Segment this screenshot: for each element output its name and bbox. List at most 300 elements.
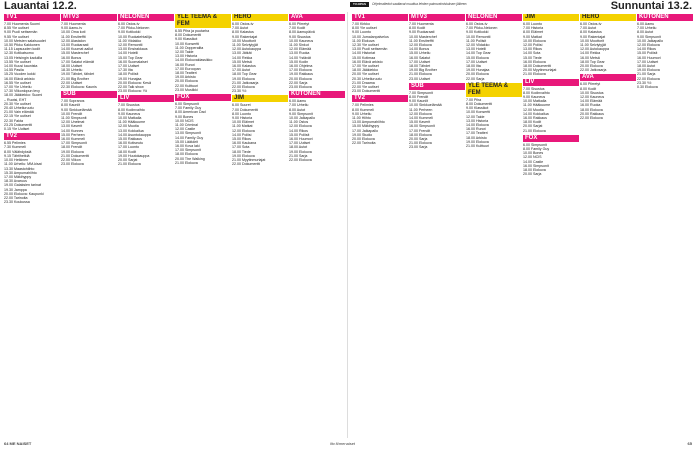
program-listing: 18.00 Frendit <box>61 145 83 150</box>
program-listing: 17.00 Uutiset <box>289 141 311 146</box>
program-listing: 14.00 Rikos <box>637 47 656 52</box>
program-listing: 21.00 Vain elämää <box>4 110 34 115</box>
program-listing: 20.00 Elokuva: Kesä <box>118 80 151 85</box>
program-listing: 20.00 Sarjat <box>118 158 138 163</box>
program-listing: 23.00 Sarja <box>409 145 428 150</box>
program-listing: 18.00 Kodit <box>523 120 542 125</box>
program-listing: 16.00 Simpsonit <box>523 163 549 168</box>
program-listing: 17.00 Yle uutiset <box>352 64 379 69</box>
program-listing: 7.00 Huomenta <box>61 22 86 26</box>
program-listing: 21.00 Kulttuuri <box>466 144 490 149</box>
program-listing: 16.00 Metsä <box>580 55 600 60</box>
channel-block <box>289 91 345 162</box>
program-listing: 22.00 Viikon <box>61 158 81 163</box>
program-listing: 17.00 Simpsonit <box>175 148 201 153</box>
program-listing: 9.55 Yle uutiset <box>4 34 29 39</box>
channel-column <box>175 14 231 438</box>
channel-block <box>580 14 636 72</box>
program-listing: 19.00 Rakkaus <box>289 72 313 77</box>
program-listing: 13.00 Hotelli <box>466 47 486 52</box>
program-listing: 15.00 Rikos <box>232 137 251 142</box>
program-listing: 8.00 Frendit <box>409 95 429 100</box>
channel-block <box>523 79 579 133</box>
channel-header: KUTONEN <box>289 91 345 98</box>
program-listing: 8.00 Dokumentti <box>466 102 493 107</box>
program-listing: 10.00 Ruokatehtailija <box>118 34 152 39</box>
section-tag: TV-OPAS <box>350 2 369 7</box>
program-listing: 8.00 Aamupäivä <box>289 30 315 35</box>
program-listing: 10.50 Pikku Kakkonen <box>4 43 40 48</box>
program-listing: 20.00 Elokuva <box>466 72 489 77</box>
program-listing: 20.30 Urheiluruutu <box>352 76 382 81</box>
program-listing: 8.00 Yle uutiset <box>352 26 377 31</box>
program-listing: 12.00 Taide <box>175 50 194 55</box>
program-listing: 8.00 Luonto <box>232 111 251 116</box>
program-listing: 13.00 Rikos <box>523 47 542 52</box>
program-listing: 9.00 Klassikot <box>175 37 198 42</box>
channel-header: KUTONEN <box>637 14 693 21</box>
program-listing: 15.00 Top Gear <box>118 55 143 60</box>
program-listing: 10.00 Moottorit <box>232 38 256 43</box>
program-listing: 9.00 Puoli seitsemän <box>4 30 38 35</box>
program-listing: 10.00 Moottorit <box>580 38 604 43</box>
program-listing: 0.15 Yle Uutiset <box>4 127 30 132</box>
channel-header: YLE TEEMA & FEM <box>466 83 522 97</box>
program-listing: 9.00 Rakentajat <box>580 34 606 39</box>
program-listing: 18.00 Top Gear <box>580 59 605 64</box>
program-listing: 20.00 Sarja <box>523 172 542 177</box>
program-listing: 23.00 Musiikki <box>175 87 198 92</box>
program-listing: 8.00 Eläimet <box>523 30 543 35</box>
program-listing: 9.15 Tähtihetkiä <box>4 153 30 158</box>
program-listing: 14.00 Elokuvaklassikko <box>175 58 213 63</box>
program-listing: 10.00 Masterchef <box>409 34 437 39</box>
program-listing: 14.00 Rekka <box>232 55 253 60</box>
program-listing: 11.00 Ensitreffit <box>61 34 86 39</box>
program-listing: 21.00 Elokuva <box>118 162 141 167</box>
program-listing: 9.00 Aamu-tv <box>61 26 83 31</box>
program-listing: 14.00 Kuumat aallot <box>61 47 93 52</box>
program-listing: 6.00 Ostos-tv <box>466 22 488 26</box>
program-listing: 14.00 Kuusi kaunista <box>4 64 38 69</box>
program-listing: 20.00 Rakkaus <box>580 111 604 116</box>
program-listing: 15.00 Tiede <box>523 55 542 60</box>
program-listing: 17.00 Autot <box>232 68 251 73</box>
program-listing: 22.00 Elokuva <box>580 116 603 121</box>
program-listing: 21.00 Draama <box>352 80 375 85</box>
program-listing: 12.30 Kotikatsomo <box>4 51 34 56</box>
program-listing: 17.00 Elokuva <box>289 68 312 73</box>
channel-block <box>4 14 60 131</box>
program-listing: 12.00 Poliisi <box>523 43 543 48</box>
program-listing: 22.00 Yle uutiset <box>352 85 379 90</box>
program-listing: 22.15 Yle uutiset <box>4 114 31 119</box>
program-listing: 13.00 Simpsonit <box>175 131 201 136</box>
program-listing: 12.00 Autokauppa <box>232 47 261 52</box>
program-listing: 19.00 Studio <box>352 132 373 137</box>
program-listing: 10.00 Hetkinen <box>4 158 29 163</box>
program-listing: 14.00 Kokkailua <box>523 111 549 116</box>
program-listing: 12.00 Elokuva <box>289 124 312 129</box>
program-listing: 12.00 Alastalon <box>61 38 86 43</box>
program-listing: 8.00 Kummeli <box>352 107 374 112</box>
program-listing: 6.00 Ostos-tv <box>232 22 254 26</box>
program-listing: 10.00 Remontti <box>466 34 491 39</box>
program-listing: 13.00 Historia <box>466 118 489 123</box>
program-listing: 8.00 Kodinvaihto <box>523 90 550 95</box>
program-listing: 11.00 Ostos <box>289 120 309 125</box>
program-listing: 10.00 NCIS <box>175 118 194 123</box>
program-listing: 10.00 Jalkapallo <box>289 116 315 121</box>
program-listing: 11.00 Viidakko <box>118 38 142 43</box>
program-listing: 9.00 Sinkkuelämää <box>61 107 92 112</box>
program-listing: 18.00 Autot <box>289 145 308 150</box>
channel-block <box>580 74 636 120</box>
program-listing: 9.00 Kotikokki <box>118 30 141 35</box>
page-footer <box>0 439 696 450</box>
page-gutter <box>347 12 348 438</box>
program-listing: 14.00 Ystävät <box>289 55 311 60</box>
program-listing: 13.00 Kokkailua <box>118 128 144 133</box>
channel-block <box>175 14 231 92</box>
program-listing: 16.00 Kova laki <box>175 144 200 149</box>
program-listing: 12.00 Elokuva <box>409 43 432 48</box>
program-listing: 10.00 Bones <box>523 151 544 156</box>
program-listing: 14.00 Castle <box>523 159 544 164</box>
program-listing: 14.00 Bonus <box>409 47 430 52</box>
channel-header: FOX <box>175 94 231 101</box>
program-listing: 13.30 Maastohiihto <box>4 166 35 171</box>
program-listing: 19.00 Elokuva <box>289 149 312 154</box>
program-listing: 11.00 Hääkuume <box>118 120 146 125</box>
program-listing: 16.00 Runot <box>466 127 486 132</box>
program-listing: 14.00 Kummeli <box>409 116 433 121</box>
program-listing: 20.00 Elokuva <box>175 79 198 84</box>
program-listing: – Ruotsi, EHT <box>4 97 27 102</box>
program-listing: 16.00 Elävä arkisto <box>352 59 383 64</box>
channel-block <box>61 14 117 89</box>
program-listing: 6.00 Aamu <box>637 22 655 26</box>
program-listing: 7.00 Pikku-Nelonen <box>466 26 498 31</box>
program-listing: 7.30 Kummeli <box>4 145 26 150</box>
program-listing: 0.30 Elokuva <box>637 85 658 90</box>
program-listing: 10.00 Sinkkuelämää <box>409 103 442 108</box>
program-listing: 15.00 Elokuva <box>466 55 489 60</box>
program-listing: 15.00 Perheen <box>61 132 85 137</box>
program-listing: 18.30 Avaruus <box>4 179 27 184</box>
program-listing: 10.00 Elokuva <box>523 38 546 43</box>
program-listing: 18.00 Teatteri <box>175 71 197 76</box>
program-listing: 16.00 Kummeli <box>61 137 85 142</box>
program-listing: 16.55 Yle uutiset <box>4 80 31 85</box>
program-listing: 11.00 Hääkuume <box>523 103 551 108</box>
program-listing: 17.00 Uutiset <box>466 59 488 64</box>
footer-url: iltv.fi/menaiset <box>330 441 356 446</box>
program-listing: 21.00 Elokuva <box>409 141 432 146</box>
program-listing: 7.00 Huomenta <box>409 22 434 26</box>
program-listing: 16.00 Runot <box>175 62 195 67</box>
program-listing: 20.00 The Walking <box>175 156 205 161</box>
program-listing: 9.00 Rakentajat <box>232 34 258 39</box>
program-listing: 16.00 Rakkaus <box>523 116 547 121</box>
program-listing: 18.00 Kodit <box>118 149 137 154</box>
program-listing: 12.00 Kauneus <box>580 95 605 100</box>
channel-column <box>232 14 288 438</box>
program-listing: 17.00 Teatteri <box>466 131 488 136</box>
program-listing: 7.00 Pikku-Nelonen <box>118 26 150 31</box>
channel-block <box>175 94 231 165</box>
program-listing: 9.00 Ruokaraati <box>409 30 435 35</box>
program-listing: 12.00 NCIS <box>523 155 542 160</box>
program-listing: 16.00 Salatut <box>409 55 431 60</box>
program-listing: 8.00 Kodit <box>580 86 597 91</box>
program-listing: 20.00 Elokuva <box>580 64 603 69</box>
program-listing: 11.00 Criminal <box>175 123 198 128</box>
program-listing: 15.00 Mäkihyppy <box>352 124 380 129</box>
program-listing: 7.00 Family Guy <box>175 106 202 111</box>
channel-block <box>409 14 465 81</box>
program-listing: 14.00 Historiat <box>352 51 376 56</box>
program-listing: 18.00 Elokuva <box>523 168 546 173</box>
program-listing: 22.00 Sarja <box>466 76 485 81</box>
program-listing: 15.00 Poliisit <box>637 51 658 56</box>
program-listing: 9.00 Kauniit <box>409 99 428 104</box>
channel-header: TV2 <box>4 133 60 140</box>
channel-block <box>352 95 408 145</box>
program-listing: 18.00 Elokuva <box>175 152 198 157</box>
program-listing: 7.00 Simpsonit <box>409 90 433 95</box>
program-listing: 13.00 Ensirakkaus <box>118 47 148 52</box>
program-listing: 22.00 Elokuva <box>232 85 255 90</box>
program-listing: 6.55 Pelimies <box>4 141 26 146</box>
program-listing: 22.00 Jatkosarja <box>580 68 607 73</box>
program-listing: 11.00 Selviytyjät <box>580 43 606 48</box>
program-listing: 9.00 Sisustus <box>289 34 311 39</box>
program-listing: 16.00 Huumori <box>637 55 661 60</box>
program-listing: 18.00 Dokumentti <box>523 64 552 69</box>
program-listing: 15.00 Kotimaa <box>352 55 376 60</box>
program-listing: 8.00 Kauniit <box>61 103 80 108</box>
program-listing: 22.00 Tarinoita <box>352 141 376 146</box>
program-listing: 14.00 Asuntokauppa <box>118 132 151 137</box>
channel-block <box>409 83 465 150</box>
channel-header: YLE TEEMA & FEM <box>175 14 231 28</box>
program-listing: 10.00 Matkalla <box>118 116 142 121</box>
program-listing: 8.00 Kodinvaihto <box>118 107 145 112</box>
program-listing: 11.00 Elokuva <box>352 38 375 43</box>
program-listing: 7.00 Sisustus <box>523 86 545 91</box>
channel-column <box>4 14 60 438</box>
program-listing: 21.00 Elokuva <box>175 160 198 165</box>
channel-column <box>289 14 345 438</box>
channel-column <box>466 14 522 438</box>
program-listing: 15.00 Rakkaus <box>118 137 142 142</box>
program-listing: 19.00 Hunajaa <box>118 76 142 81</box>
program-listing: 23.00 Dokumentti <box>352 89 381 94</box>
program-listing: 9.00 Klassikot <box>466 106 489 111</box>
program-listing: 19.00 Elokuva <box>637 68 660 73</box>
program-listing: 8.00 Family Guy <box>523 147 550 152</box>
program-listing: 20.40 Urheiluruutu <box>4 106 34 111</box>
program-listing: 19.00 Hunajaa <box>466 68 490 73</box>
program-listing: 23.30 Yö <box>232 89 247 94</box>
program-listing: 15.00 Lääkärit <box>175 139 198 144</box>
program-listing: 21.00 Sarja <box>637 72 656 77</box>
program-listing: 19.00 Elokuva <box>61 149 84 154</box>
program-listing: 22.00 Uutiset <box>61 80 83 85</box>
program-listing: 17.00 Uutiset <box>118 64 140 69</box>
program-listing: 7.00 Huomenta Suomi <box>4 22 40 26</box>
channel-header: NELONEN <box>466 14 522 21</box>
program-listing: 10.00 Jalkapallo <box>637 38 663 43</box>
program-listing: 10.00 Oma koti <box>61 30 86 35</box>
program-listing: 9.00 Kauneus <box>523 95 546 100</box>
program-listing: 16.00 Kaukana <box>232 141 257 146</box>
channel-column <box>61 14 117 438</box>
program-listing: 19.30 Jamppa <box>4 187 27 192</box>
program-listing: 14.00 Family Guy <box>175 135 204 140</box>
program-listing: 11.00 Oopperailta <box>175 45 204 50</box>
channel-header: TV1 <box>4 14 60 21</box>
program-listing: 12.00 Taide <box>466 114 485 119</box>
channel-header: HERO <box>580 14 636 21</box>
program-listing: 10.00 Metsien salaisuudet <box>4 38 46 43</box>
program-listing: 19.00 Big Brother <box>409 68 437 73</box>
program-listing: 13.00 Jätkät <box>232 51 252 56</box>
program-listing: 7.00 Autot <box>232 26 249 31</box>
program-listing: 19.00 Arkisto <box>175 75 196 80</box>
program-listing: 13.00 Kaverit <box>61 124 83 129</box>
channel-header: MTV3 <box>61 14 117 21</box>
program-listing: 12.00 Castle <box>175 127 196 132</box>
program-listing: 8.55 Yle uutiset <box>4 26 29 31</box>
program-listing: 17.00 Uutiset <box>637 59 659 64</box>
program-listing: 12.00 Elokuva <box>409 111 432 116</box>
channel-header: TV2 <box>352 95 408 102</box>
program-listing: 10.00 Jumalanpalvelus <box>352 34 389 39</box>
program-listing: 12.00 Elokuva <box>637 43 660 48</box>
program-listing: 19.00 Elokuva <box>232 153 255 158</box>
right-page-number: 65 <box>687 441 692 446</box>
program-listing: 18.00 Jääkiekko <box>352 68 378 73</box>
program-listing: 10.00 Frendit <box>61 111 83 116</box>
program-listing: 18.00 Tähdet <box>409 64 431 69</box>
program-listing: 23.00 Elokuva <box>289 85 312 90</box>
program-listing: 6.00 Ostos-tv <box>580 22 602 26</box>
program-listing: 18.00 Elokuva <box>409 132 432 137</box>
program-listing: 20.00 Myytinmurtajat <box>523 68 557 73</box>
program-listing: 11.00 Selviytyjät <box>232 43 258 48</box>
program-listing: 20.30 Yle uutiset <box>4 101 31 106</box>
program-listing: 7.00 Piha <box>466 97 482 102</box>
program-listing: 16.00 Elokuva <box>523 59 546 64</box>
program-listing: 11.00 Poliisit <box>466 38 487 43</box>
program-listing: 12.00 Elokuva <box>232 128 255 133</box>
program-listing: 21.00 Big Brother <box>61 76 89 81</box>
program-listing: 7.00 Sisustus <box>118 103 140 108</box>
channel-header: JIM <box>232 95 288 102</box>
program-listing: 17.00 Yle Urheilu <box>4 85 32 90</box>
program-listing: 11.00 Matkat <box>232 124 253 129</box>
program-listing: 9.00 Kauneus <box>118 111 141 116</box>
program-listing: 13.00 Ampumahiihto <box>352 120 385 125</box>
program-listing: 8.00 Kalastus <box>580 30 602 35</box>
program-listing: 16.00 Simpsonit <box>409 124 435 129</box>
program-listing: 19.00 Galaksien tarinat <box>4 183 41 188</box>
channel-header: AVA <box>580 74 636 81</box>
program-listing: 12.00 Muotia <box>118 124 139 129</box>
program-listing: 14.00 Elämää <box>580 99 603 104</box>
program-listing: 17.30 Ilta <box>118 68 133 73</box>
program-listing: 7.00 Kodit <box>289 26 306 31</box>
program-listing: 13.55 Yle uutiset <box>4 59 31 64</box>
program-listing: 17.00 Euroopan <box>175 66 201 71</box>
program-listing: 16.00 Huumori <box>289 137 313 142</box>
program-listing: 23.00 Elokuva <box>61 162 84 167</box>
program-listing: 16.00 Elävä arkisto <box>4 76 35 81</box>
channel-block <box>232 95 288 166</box>
program-listing: 6.00 Ostos-tv <box>118 22 140 26</box>
program-listing: 6.00 Simpsonit <box>175 102 199 107</box>
program-listing: 23.30 Koukussa <box>4 200 30 205</box>
program-listing: 23.00 Uutiset <box>409 76 431 81</box>
program-listing: 15.00 Kaverit <box>409 120 431 125</box>
program-listing: 19.00 Tähdet, tähdet <box>61 72 95 77</box>
program-listing: 16.00 Suomalaiset <box>118 59 148 64</box>
channel-block <box>466 14 522 81</box>
channel-column <box>409 14 465 438</box>
program-listing: 21.00 Elokuva <box>409 72 432 77</box>
channel-block <box>61 91 117 166</box>
program-listing: 17.00 Salatut elämät <box>61 59 94 64</box>
program-listing: 23.25 Dokumentti <box>4 122 33 127</box>
program-listing: 19.00 Huutokauppa <box>118 153 150 158</box>
program-listing: 6.00 Simpsonit <box>523 142 547 147</box>
program-listing: 8.00 Autot <box>289 107 306 112</box>
program-listing: 21.00 Elokuva <box>523 72 546 77</box>
program-listing: 11.00 Sinkut <box>289 43 309 48</box>
program-listing: 7.00 Historia <box>523 26 544 31</box>
program-listing: 20.00 Elokuva <box>352 137 375 142</box>
program-listing: 18.00 Ilta <box>466 64 481 69</box>
channel-block <box>232 14 288 93</box>
right-page-title: Sunnuntai 13.2. <box>610 0 692 12</box>
program-listing: 19.00 Elokuva <box>466 139 489 144</box>
program-listing: 7.00 Dokumentti <box>232 107 259 112</box>
program-listing: 18.00 Arkisto <box>466 135 487 140</box>
program-listing: 14.00 Top Gear <box>466 51 491 56</box>
disclaimer-text: Ohjelmatiedot saattavat muuttua lehden painovalmistuksen jälkeen. <box>372 2 468 6</box>
channel-header: LIV <box>118 95 174 102</box>
program-listing: 16.00 Kotiseutu <box>118 141 143 146</box>
program-listing: 18.00 Poliisit <box>118 72 139 77</box>
channel-column <box>118 14 174 438</box>
program-listing: 14.00 Rekka <box>580 51 601 56</box>
program-listing: 11.00 Perheen <box>409 107 433 112</box>
program-listing: 10.00 Eläimet <box>232 120 254 125</box>
program-listing: 15.30 Ampumahiihto <box>4 170 37 175</box>
program-listing: 8.00 American Dad <box>175 110 206 115</box>
program-listing: 6.00 Suuret <box>232 103 251 108</box>
program-listing: 7.00 Urheilu <box>637 26 657 31</box>
program-listing: 7.00 Kirkko <box>352 22 370 26</box>
program-listing: 22.30 Elokuva: Kaunis <box>61 85 97 90</box>
program-listing: 20.00 Elokuva: Kaupunki <box>4 191 44 196</box>
program-listing: 10.00 Konsertti <box>466 110 491 115</box>
program-listing: 22.00 Elokuva <box>289 158 312 163</box>
program-listing: 15.25 Vuoden kokki <box>4 72 36 77</box>
left-page-number: 64 ME NAISET <box>4 441 32 446</box>
